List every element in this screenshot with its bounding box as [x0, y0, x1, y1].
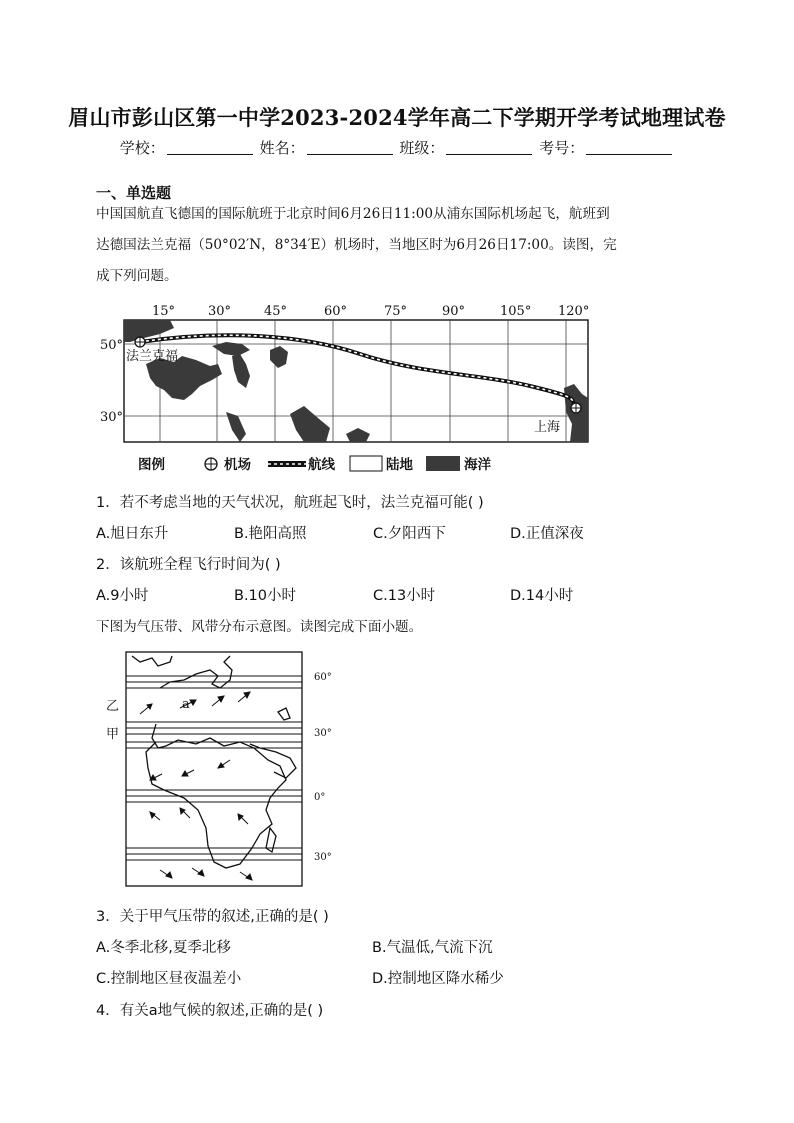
- q3-option-c[interactable]: C.控制地区昼夜温差小: [96, 971, 242, 987]
- q2-option-b[interactable]: B.10小时: [234, 588, 297, 604]
- name-label: 姓名：: [259, 139, 305, 157]
- label-jia: 甲: [106, 727, 120, 742]
- q3-option-a[interactable]: A.冬季北移,夏季北移: [96, 940, 231, 956]
- q1-option-a[interactable]: A.旭日东升: [96, 526, 169, 542]
- lon-label: 105°: [500, 304, 532, 319]
- lat-label: 30°: [100, 410, 124, 425]
- school-field[interactable]: [167, 154, 253, 155]
- city-shanghai: 上海: [534, 420, 561, 435]
- label-a: a: [182, 697, 190, 712]
- land-swatch: [350, 456, 382, 471]
- legend-ocean: 海洋: [464, 457, 491, 473]
- ocean-swatch: [426, 456, 460, 471]
- lon-label: 30°: [208, 304, 232, 319]
- q2-option-d[interactable]: D.14小时: [510, 588, 574, 604]
- q3-option-d[interactable]: D.控制地区降水稀少: [372, 971, 504, 987]
- q3-option-b[interactable]: B.气温低,气流下沉: [372, 940, 493, 956]
- q1-option-b[interactable]: B.艳阳高照: [234, 526, 307, 542]
- lon-label: 15°: [152, 304, 176, 319]
- question-2-stem: 2．该航班全程飞行时间为( ): [96, 557, 281, 573]
- name-field[interactable]: [307, 154, 393, 155]
- class-field[interactable]: [446, 154, 532, 155]
- number-field[interactable]: [586, 154, 672, 155]
- lat-label: 60°: [314, 672, 332, 683]
- number-label: 考号：: [539, 139, 585, 157]
- legend-route: 航线: [308, 457, 335, 473]
- intro-paragraph: [96, 199, 700, 292]
- label-yi: 乙: [106, 699, 120, 714]
- student-info-row: [0, 137, 794, 158]
- q2-option-a[interactable]: A.9小时: [96, 588, 149, 604]
- question-4-stem: 4．有关a地气候的叙述,正确的是( ): [96, 1003, 324, 1019]
- intro-line: 成下列问题。: [96, 268, 178, 284]
- lon-label: 90°: [442, 304, 466, 319]
- airport-icon: [135, 337, 145, 347]
- intro-line: 中国国航直飞德国的国际航班于北京时间6月26日11:00从浦东国际机场起飞，航班到: [96, 206, 610, 222]
- lat-label: 30°: [314, 852, 332, 863]
- school-label: 学校：: [119, 139, 165, 157]
- lat-label: 50°: [100, 338, 124, 353]
- section-heading: 一、单选题: [96, 184, 172, 202]
- q1-option-d[interactable]: D.正值深夜: [510, 526, 584, 542]
- lon-label: 75°: [384, 304, 408, 319]
- lat-label: 30°: [314, 728, 332, 739]
- question-1-stem: 1．若不考虑当地的天气状况，航班起飞时，法兰克福可能( ): [96, 495, 484, 511]
- map-legend: [138, 456, 491, 473]
- lon-label: 60°: [324, 304, 348, 319]
- lat-label: 0°: [314, 792, 326, 803]
- page-title: 眉山市彭山区第一中学2023-2024学年高二下学期开学考试地理试卷: [68, 105, 726, 130]
- lon-label: 45°: [264, 304, 288, 319]
- lon-label: 120°: [558, 304, 590, 319]
- question-3-stem: 3．关于甲气压带的叙述,正确的是( ): [96, 909, 329, 925]
- pressure-wind-belt-map: [100, 648, 350, 890]
- flight-route-map: [100, 294, 600, 476]
- legend-title: 图例: [138, 457, 165, 473]
- legend-land: 陆地: [386, 457, 413, 473]
- legend-airport: 机场: [224, 457, 251, 473]
- airport-icon: [205, 458, 217, 470]
- map-frame: [126, 652, 302, 886]
- city-frankfurt: 法兰克福: [126, 349, 179, 364]
- intro-2: 下图为气压带、风带分布示意图。读图完成下面小题。: [96, 619, 423, 635]
- intro-line: 达德国法兰克福（50°02′N，8°34′E）机场时，当地区时为6月26日17:00。读图，完: [96, 237, 617, 253]
- q1-option-c[interactable]: C.夕阳西下: [373, 526, 446, 542]
- airport-icon: [571, 403, 581, 413]
- q2-option-c[interactable]: C.13小时: [373, 588, 436, 604]
- class-label: 班级：: [399, 139, 445, 157]
